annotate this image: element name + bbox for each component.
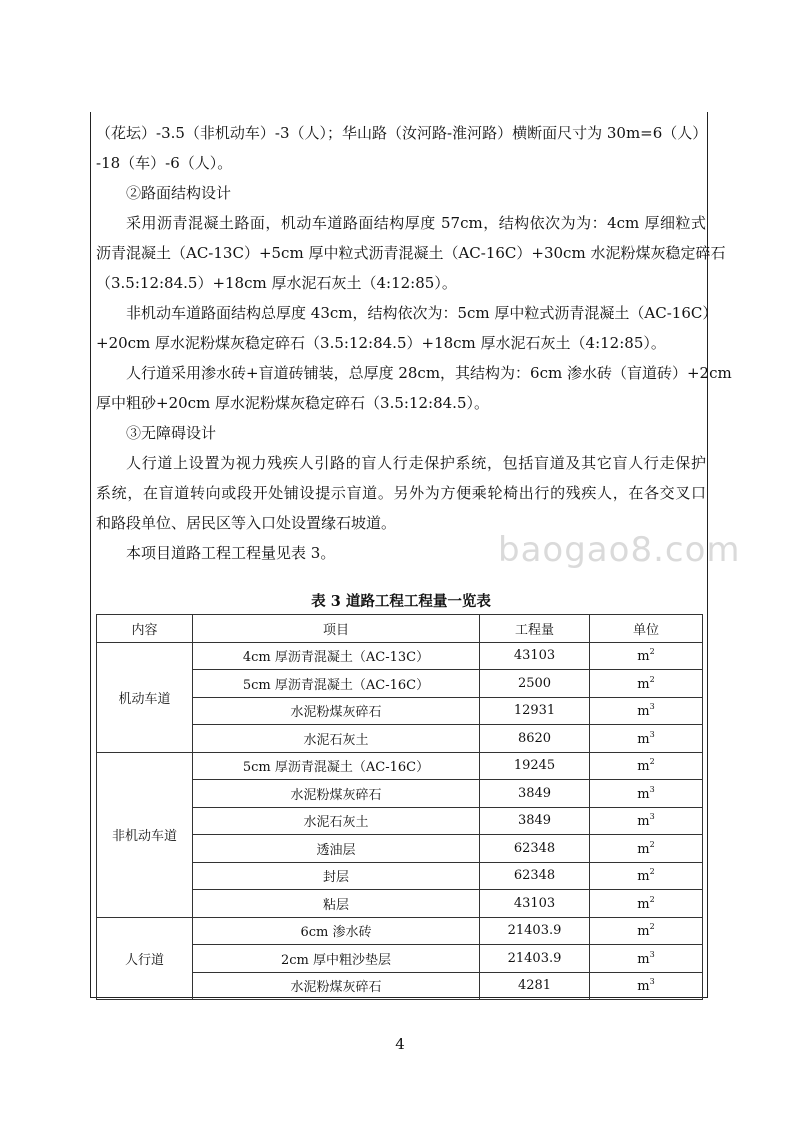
- unit-exponent: 2: [649, 647, 655, 657]
- quantity-cell: 3849: [480, 807, 590, 835]
- unit-exponent: 3: [649, 812, 655, 822]
- group-label: 机动车道: [97, 642, 193, 752]
- header-item: 项目: [193, 615, 480, 643]
- text-line: （花坛）-3.5（非机动车）-3（人）；华山路（汝河路-淮河路）横断面尺寸为 30m=6（人）: [96, 124, 708, 142]
- watermark: baogao8.com: [498, 530, 741, 570]
- unit-base: m: [637, 759, 650, 775]
- unit-base: m: [637, 979, 650, 995]
- item-cell: 透油层: [193, 835, 480, 863]
- text-line: 沥青混凝土（AC-13C）+5cm 厚中粒式沥青混凝土（AC-16C）+30cm 水泥粉煤灰稳定碎石: [96, 244, 726, 262]
- unit-cell: [590, 697, 703, 725]
- text-line: +20cm 厚水泥粉煤灰稳定碎石（3.5:12:84.5）+18cm 厚水泥石灰土（4:12:85）。: [96, 334, 666, 352]
- unit-base: m: [637, 896, 650, 912]
- quantity-cell: 3849: [480, 780, 590, 808]
- unit-base: m: [637, 786, 650, 802]
- quantity-cell: 8620: [480, 725, 590, 753]
- item-cell: 5cm 厚沥青混凝土（AC-16C）: [193, 670, 480, 698]
- item-cell: 水泥粉煤灰碎石: [193, 780, 480, 808]
- unit-cell: [590, 972, 703, 1000]
- unit-base: m: [637, 869, 650, 885]
- unit-base: m: [637, 676, 650, 692]
- quantity-cell: 62348: [480, 835, 590, 863]
- quantity-cell: 4281: [480, 972, 590, 1000]
- group-label: 非机动车道: [97, 752, 193, 917]
- unit-exponent: 2: [649, 757, 655, 767]
- unit-cell: [590, 835, 703, 863]
- unit-exponent: 2: [649, 867, 655, 877]
- text-line: -18（车）-6（人）。: [96, 154, 233, 172]
- text-line: 人行道上设置为视力残疾人引路的盲人行走保护系统，包括盲道及其它盲人行走保护: [126, 454, 706, 472]
- unit-cell: [590, 807, 703, 835]
- unit-exponent: 3: [649, 729, 655, 739]
- unit-cell: [590, 945, 703, 973]
- quantity-cell: 62348: [480, 862, 590, 890]
- page-number: 4: [395, 1035, 405, 1053]
- table-row: [97, 752, 703, 780]
- table-row: [97, 917, 703, 945]
- quantity-table: [96, 614, 703, 1000]
- text-line: 系统，在盲道转向或段开处铺设提示盲道。另外为方便乘轮椅出行的残疾人，在各交叉口: [96, 484, 706, 502]
- unit-exponent: 2: [649, 894, 655, 904]
- item-cell: 2cm 厚中粗沙垫层: [193, 945, 480, 973]
- text-line: 厚中粗砂+20cm 厚水泥粉煤灰稳定碎石（3.5:12:84.5）。: [96, 394, 489, 412]
- quantity-cell: 43103: [480, 642, 590, 670]
- quantity-cell: 19245: [480, 752, 590, 780]
- item-cell: 4cm 厚沥青混凝土（AC-13C）: [193, 642, 480, 670]
- unit-cell: [590, 725, 703, 753]
- item-cell: 水泥粉煤灰碎石: [193, 697, 480, 725]
- quantity-cell: 21403.9: [480, 945, 590, 973]
- unit-exponent: 3: [649, 949, 655, 959]
- unit-exponent: 3: [649, 784, 655, 794]
- unit-cell: [590, 862, 703, 890]
- unit-cell: [590, 780, 703, 808]
- unit-base: m: [637, 649, 650, 665]
- text-line: 非机动车道路面结构总厚度 43cm，结构依次为：5cm 厚中粒式沥青混凝土（AC-16C）: [126, 304, 718, 322]
- unit-exponent: 2: [649, 839, 655, 849]
- unit-exponent: 2: [649, 922, 655, 932]
- unit-cell: [590, 917, 703, 945]
- unit-base: m: [637, 731, 650, 747]
- text-line: 人行道采用渗水砖+盲道砖铺装，总厚度 28cm，其结构为：6cm 渗水砖（盲道砖）+2cm: [126, 364, 732, 382]
- item-cell: 水泥石灰土: [193, 807, 480, 835]
- unit-exponent: 2: [649, 674, 655, 684]
- text-line: 和路段单位、居民区等入口处设置缘石坡道。: [96, 514, 397, 532]
- text-line: （3.5:12:84.5）+18cm 厚水泥石灰土（4:12:85）。: [96, 274, 457, 292]
- text-line: ②路面结构设计: [126, 184, 232, 202]
- unit-base: m: [637, 704, 650, 720]
- header-unit: 单位: [590, 615, 703, 643]
- header-quantity: 工程量: [480, 615, 590, 643]
- item-cell: 6cm 渗水砖: [193, 917, 480, 945]
- text-line: 采用沥青混凝土路面，机动车道路面结构厚度 57cm，结构依次为为：4cm 厚细粒式: [126, 214, 706, 232]
- unit-cell: [590, 890, 703, 918]
- quantity-cell: 2500: [480, 670, 590, 698]
- item-cell: 5cm 厚沥青混凝土（AC-16C）: [193, 752, 480, 780]
- item-cell: 粘层: [193, 890, 480, 918]
- table-row: [97, 642, 703, 670]
- item-cell: 水泥粉煤灰碎石: [193, 972, 480, 1000]
- unit-base: m: [637, 951, 650, 967]
- text-line: ③无障碍设计: [126, 424, 217, 442]
- header-content: 内容: [97, 615, 193, 643]
- table-header-row: [97, 615, 703, 643]
- unit-base: m: [637, 924, 650, 940]
- unit-cell: [590, 642, 703, 670]
- item-cell: 水泥石灰土: [193, 725, 480, 753]
- quantity-cell: 43103: [480, 890, 590, 918]
- body-text: [96, 118, 732, 568]
- item-cell: 封层: [193, 862, 480, 890]
- quantity-cell: 12931: [480, 697, 590, 725]
- quantity-cell: 21403.9: [480, 917, 590, 945]
- unit-base: m: [637, 814, 650, 830]
- unit-exponent: 3: [649, 977, 655, 987]
- table-caption: 表 3 道路工程工程量一览表: [311, 593, 491, 610]
- unit-base: m: [637, 841, 650, 857]
- unit-cell: [590, 752, 703, 780]
- unit-exponent: 3: [649, 702, 655, 712]
- unit-cell: [590, 670, 703, 698]
- group-label: 人行道: [97, 917, 193, 1000]
- text-line: 本项目道路工程工程量见表 3。: [126, 544, 336, 562]
